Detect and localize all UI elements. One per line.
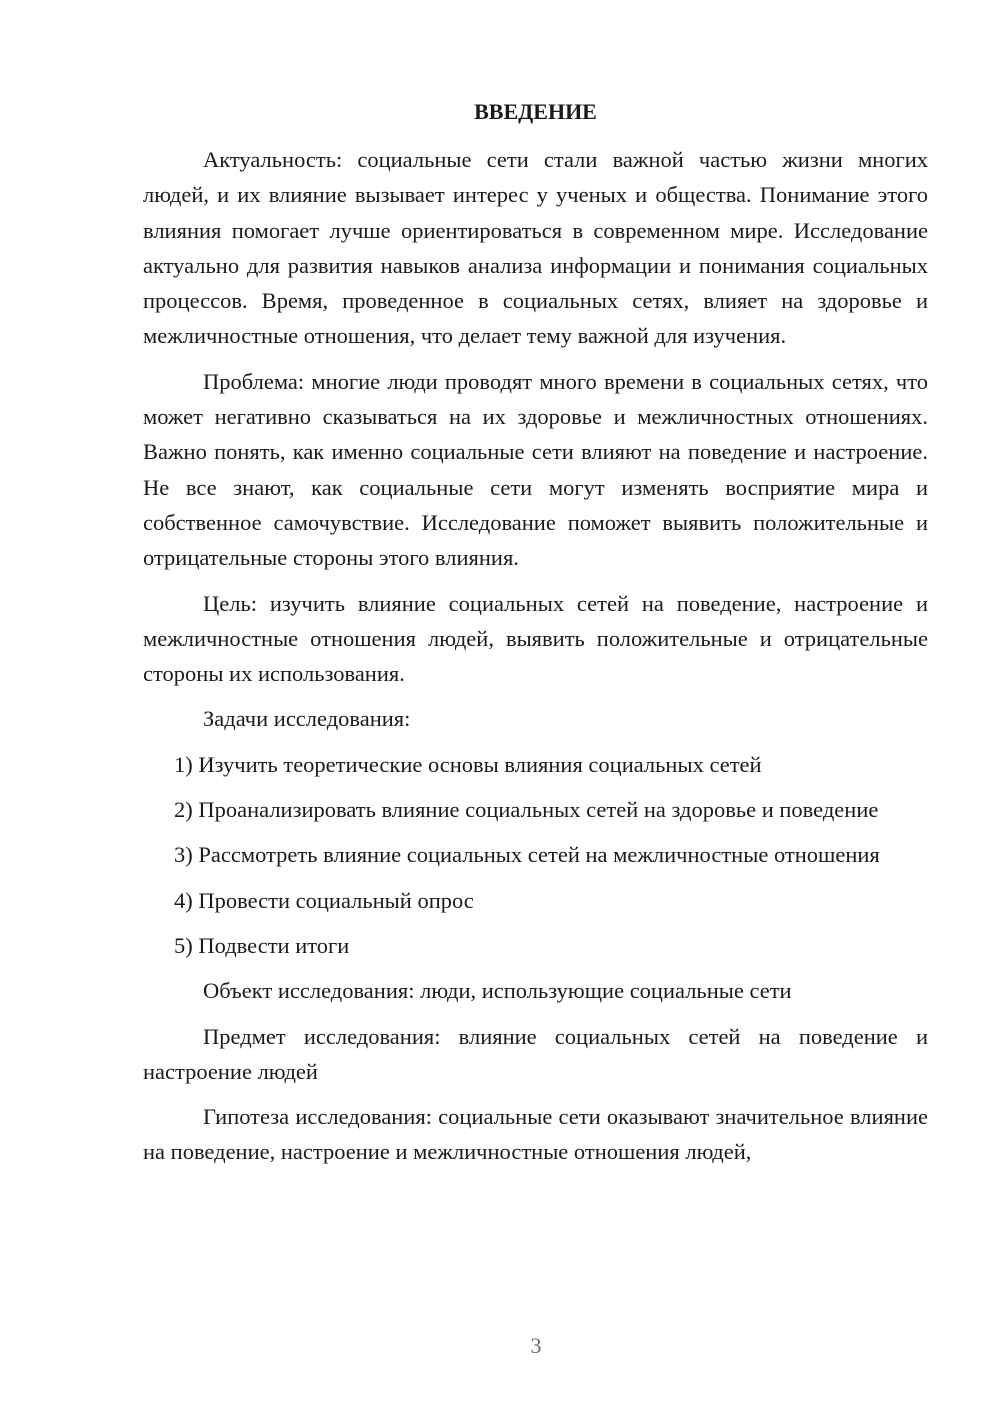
subject-paragraph: Предмет исследования: влияние социальных сетей на поведение и настроение людей	[143, 1023, 928, 1084]
task-item-4: 4) Провести социальный опрос	[174, 887, 474, 913]
tasks-heading: Задачи исследования:	[203, 706, 411, 732]
hypothesis-paragraph: Гипотеза исследования: социальные сети оказывают значительное влияние на поведение, настроение и межличностные отношения людей,	[143, 1104, 928, 1165]
object-paragraph: Объект исследования: люди, использующие социальные сети	[203, 978, 792, 1004]
goal-paragraph: Цель: изучить влияние социальных сетей на поведение, настроение и межличностные отношения людей, выявить положительные и отрицательные стороны их использования.	[143, 590, 928, 687]
problem-paragraph: Проблема: многие люди проводят много времени в социальных сетях, что может негативно сказываться на их здоровье и межличностных отношениях. Важно понять, как именно социальные сети влияют на поведение и настроение. Не все знают, как социальные сети могут изменять восприятие мира и собственное самочувствие. Исследование поможет выявить положительные и отрицательные стороны этого влияния.	[143, 368, 928, 571]
section-heading: ВВЕДЕНИЕ	[474, 99, 597, 124]
page-number: 3	[530, 1333, 542, 1358]
relevance-paragraph: Актуальность: социальные сети стали важной частью жизни многих людей, и их влияние вызывает интерес у ученых и общества. Понимание этого влияния помогает лучше ориентироваться в современном мире. Исследование актуально для развития навыков анализа информации и понимания социальных процессов. Время, проведенное в социальных сетях, влияет на здоровье и межличностные отношения, что делает тему важной для изучения.	[143, 147, 928, 349]
task-item-2: 2) Проанализировать влияние социальных сетей на здоровье и поведение	[174, 797, 879, 823]
task-item-1: 1) Изучить теоретические основы влияния социальных сетей	[174, 751, 762, 777]
task-item-5: 5) Подвести итоги	[174, 932, 350, 958]
task-item-3: 3) Рассмотреть влияние социальных сетей на межличностные отношения	[174, 842, 880, 868]
page-content	[143, 94, 928, 1180]
